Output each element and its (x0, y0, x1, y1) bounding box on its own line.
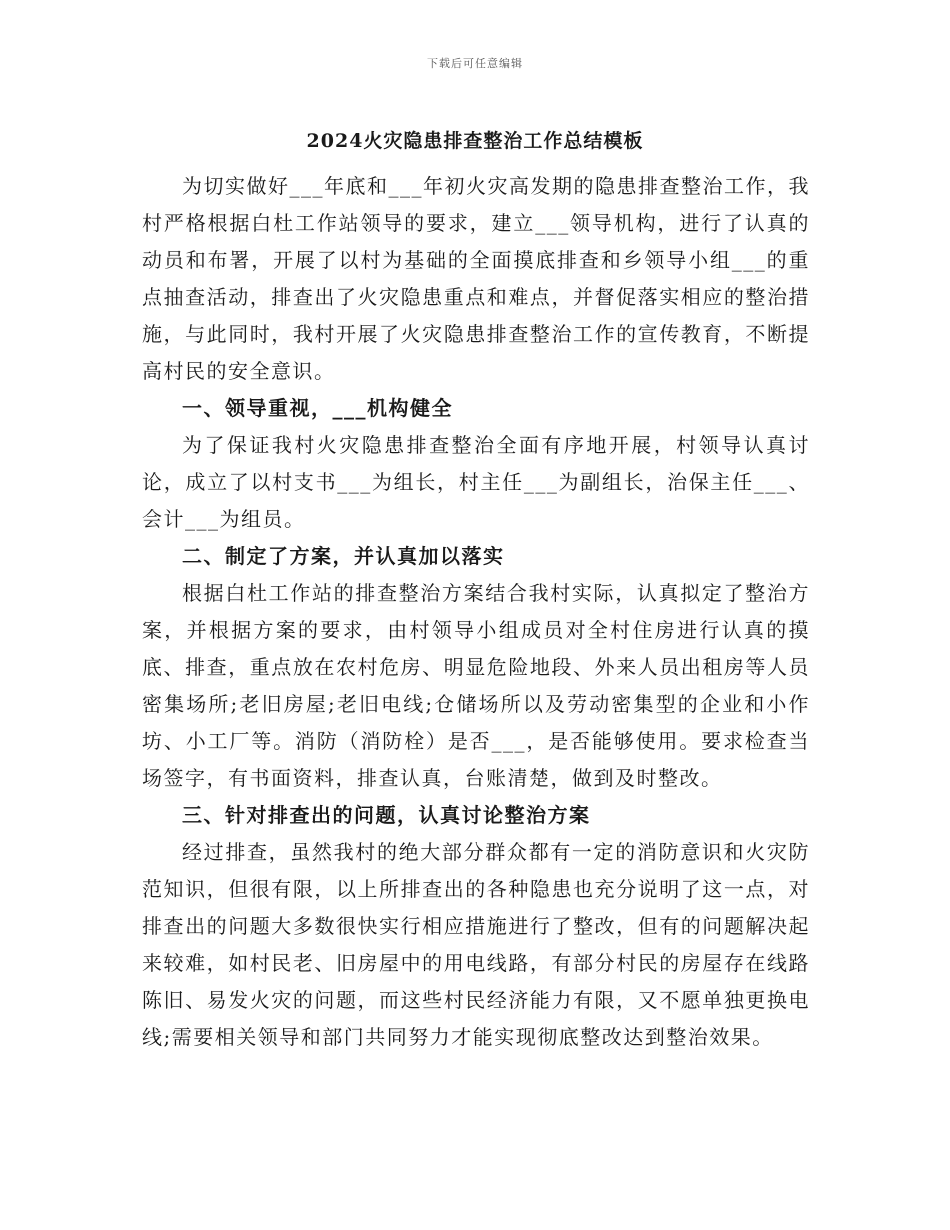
section-heading-3: 三、针对排查出的问题，认真讨论整治方案 (182, 803, 591, 827)
section-heading-2: 二、制定了方案，并认真加以落实 (182, 544, 505, 568)
section-paragraph-1: 为了保证我村火灾隐患排查整治全面有序地开展，村领导认真讨论，成立了以村支书___为组长，村主任___为副组长，治保主任___、会计___为组员。 (142, 433, 810, 531)
intro-paragraph: 为切实做好___年底和___年初火灾高发期的隐患排查整治工作，我村严格根据白杜工作站领导的要求，建立___领导机构，进行了认真的动员和布署，开展了以村为基础的全面摸底排查和乡领导小组___的重点抽查活动，排查出了火灾隐患重点和难点，并督促落实相应的整治措施，与此同时，我村开展了火灾隐患排查整治工作的宣传教育，不断提高村民的安全意识。 (142, 174, 810, 383)
document-body (142, 168, 810, 1056)
section-paragraph-3: 经过排查，虽然我村的绝大部分群众都有一定的消防意识和火灾防范知识，但很有限，以上所排查出的各种隐患也充分说明了这一点，对排查出的问题大多数很快实行相应措施进行了整改，但有的问题解决起来较难，如村民老、旧房屋中的用电线路，有部分村民的房屋存在线路陈旧、易发火灾的问题，而这些村民经济能力有限，又不愿单独更换电线;需要相关领导和部门共同努力才能实现彻底整改达到整治效果。 (142, 840, 810, 1049)
section-heading-1: 一、领导重视，___机构健全 (182, 396, 453, 420)
header-note: 下载后可任意编辑 (427, 57, 523, 70)
section-paragraph-2: 根据白杜工作站的排查整治方案结合我村实际，认真拟定了整治方案，并根据方案的要求，由村领导小组成员对全村住房进行认真的摸底、排查，重点放在农村危房、明显危险地段、外来人员出租房等人员密集场所;老旧房屋;老旧电线;仓储场所以及劳动密集型的企业和小作坊、小工厂等。消防（消防栓）是否___，是否能够使用。要求检查当场签字，有书面资料，排查认真，台账清楚，做到及时整改。 (142, 581, 810, 790)
document-title: 2024火灾隐患排查整治工作总结模板 (306, 130, 644, 152)
